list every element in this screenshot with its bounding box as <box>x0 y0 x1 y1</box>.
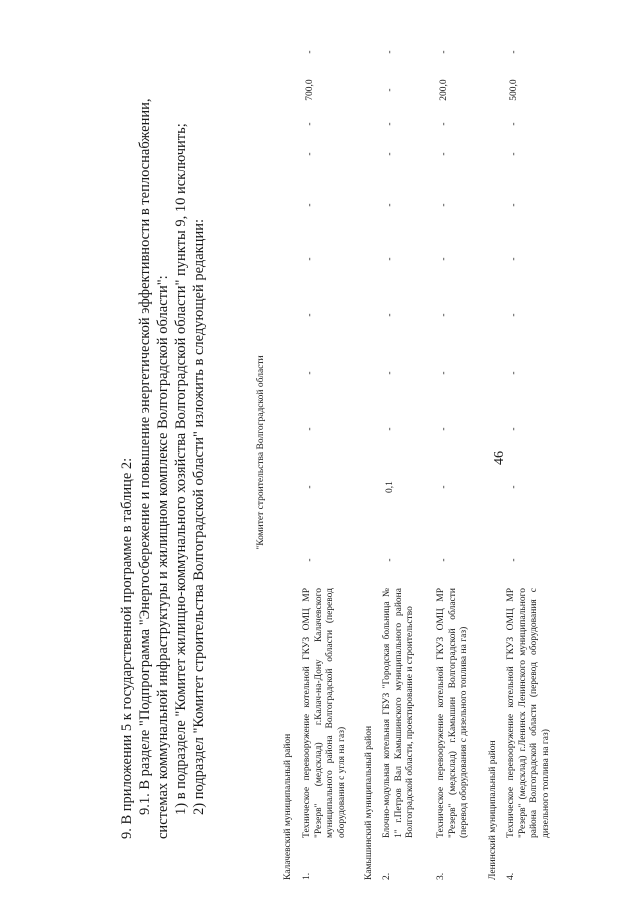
table-cell: - <box>439 558 449 562</box>
table-cell: - <box>509 371 519 375</box>
row-number: 1. <box>302 872 312 880</box>
table-cell: - <box>305 427 315 431</box>
table-cell: - <box>305 558 315 562</box>
table-cell: - <box>439 485 449 489</box>
table-cell: - <box>385 88 395 92</box>
table-cell: - <box>385 558 395 562</box>
row-number: 3. <box>436 872 446 880</box>
table-cell: - <box>439 371 449 375</box>
table-cell: - <box>385 50 395 54</box>
table-subsection-heading: "Комитет строительства Волгоградской области <box>256 355 266 550</box>
table-cell: - <box>305 485 315 489</box>
row-number: 4. <box>506 872 516 880</box>
table-cell: - <box>509 313 519 317</box>
table-cell: - <box>385 313 395 317</box>
table-cell: - <box>509 152 519 156</box>
table-cell: - <box>385 257 395 261</box>
table-cell: - <box>305 50 315 54</box>
table-cell: - <box>305 371 315 375</box>
table-cell: - <box>385 122 395 126</box>
table-cell: - <box>305 203 315 207</box>
table-cell: - <box>385 371 395 375</box>
row-description: Блочно-модульная котельная ГБУЗ "Городская больница № 1" г.Петров Вал Камышинского муниципального района Волгоградской области, проектирование и строительство <box>382 588 415 838</box>
table-cell: - <box>509 558 519 562</box>
section-title: Ленинский муниципальный район <box>488 740 498 880</box>
table-cell: - <box>385 152 395 156</box>
table-cell: - <box>305 313 315 317</box>
table-cell: - <box>305 122 315 126</box>
table-cell: - <box>305 257 315 261</box>
table-cell: - <box>439 122 449 126</box>
amendment-line-2: 9.1. В разделе "Подпрограмма "Энергосбережение и повышение энергетической эффективности в теплоснабжении, системах коммунальной инфраструктуры и жилищном комплексе Волгоградской области": <box>137 98 171 839</box>
table-cell: - <box>509 485 519 489</box>
table-cell: 700,0 <box>305 79 315 101</box>
table-cell: - <box>439 313 449 317</box>
amendment-line-4: 2) подраздел "Комитет строительства Волгоградской области" изложить в следующей редакции: <box>191 219 207 815</box>
table-cell: - <box>509 122 519 126</box>
program-table <box>0 20 640 880</box>
page-number: 46 <box>492 451 507 465</box>
table-cell: - <box>509 257 519 261</box>
row-description: Техническое перевооружение котельной ГКУЗ ОМЦ МР "Резерв" (медсклад) г.Камышин Волгоградской области (перевод оборудования с дизельного топлива на газ) <box>436 588 469 838</box>
row-description: Техническое перевооружение котельной ГКУЗ ОМЦ МР "Резерв" (медсклад) г.Ленинск Ленинского муниципального района Волгоградской области (перевод оборудования с дизельного топлива на газ) <box>506 588 551 838</box>
section-title: Камышинский муниципальный район <box>364 725 374 880</box>
section-title: Калачевский муниципальный район <box>283 733 293 880</box>
amendment-line-1: 9. В приложении 5 к государственной программе в таблице 2: <box>119 457 135 839</box>
table-cell: - <box>439 427 449 431</box>
table-cell: - <box>439 50 449 54</box>
table-cell: - <box>509 427 519 431</box>
table-cell: - <box>385 203 395 207</box>
row-description: Техническое перевооружение котельной ГКУЗ ОМЦ МР "Резерв" (медсклад) г.Калач-на-Дону Калачевского муниципального района Волгоградской области (перевод оборудования с угля на газ) <box>302 588 347 838</box>
table-cell: - <box>509 50 519 54</box>
table-cell: - <box>385 427 395 431</box>
table-cell: - <box>439 257 449 261</box>
table-cell: - <box>305 152 315 156</box>
table-cell: - <box>509 203 519 207</box>
table-cell: 500,0 <box>509 79 519 101</box>
row-number: 2. <box>382 872 392 880</box>
table-cell: 200,0 <box>439 79 449 101</box>
table-cell: - <box>439 152 449 156</box>
table-cell: - <box>439 203 449 207</box>
table-cell: 0,1 <box>385 481 395 493</box>
amendment-line-3: 1) в подразделе "Комитет жилищно-коммунального хозяйства Волгоградской области" пункты 9, 10 исключить; <box>173 123 189 815</box>
